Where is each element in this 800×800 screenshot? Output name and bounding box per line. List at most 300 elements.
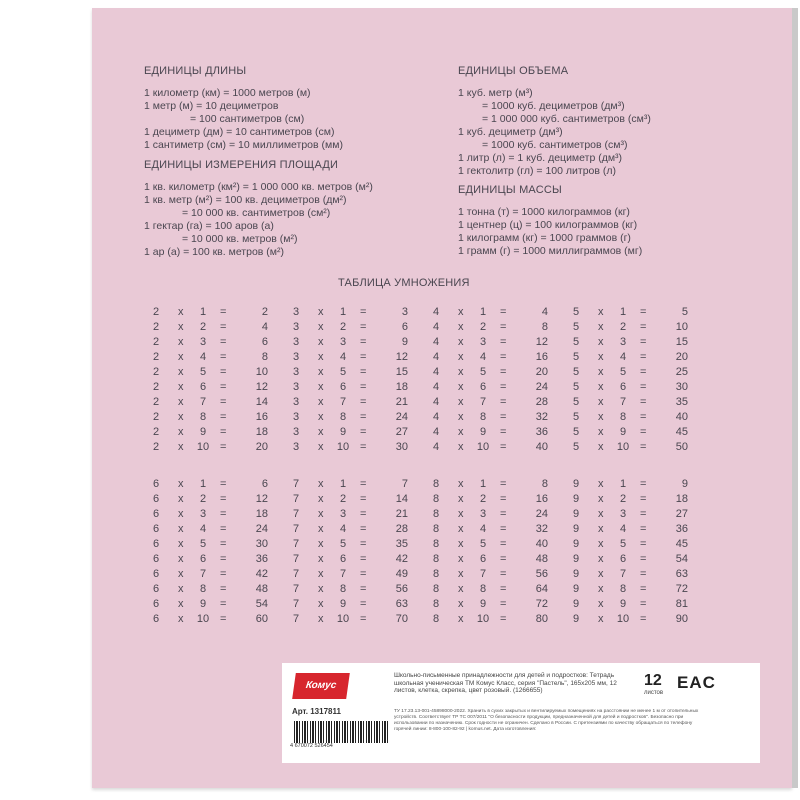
equals-sign: = — [500, 508, 507, 520]
equals-sign: = — [220, 411, 227, 423]
product: 10 — [255, 366, 268, 378]
times-sign: x — [598, 321, 604, 333]
equals-sign: = — [500, 583, 507, 595]
multiplication-row — [150, 441, 268, 456]
times-sign: x — [178, 568, 184, 580]
factor: 7 — [292, 598, 300, 610]
length-line: 1 метр (м) = 10 дециметров — [144, 100, 279, 112]
multiplication-row — [570, 381, 688, 396]
multiplication-row — [430, 351, 548, 366]
multiplication-row — [290, 321, 408, 336]
multiplication-row — [290, 523, 408, 538]
product: 36 — [255, 553, 268, 565]
notebook-back-cover — [92, 8, 792, 788]
factor: 3 — [292, 426, 300, 438]
product: 27 — [395, 426, 408, 438]
equals-sign: = — [640, 441, 647, 453]
equals-sign: = — [640, 538, 647, 550]
factor: 4 — [432, 351, 440, 363]
times-sign: x — [178, 396, 184, 408]
factor: 7 — [292, 508, 300, 520]
volume-line: 1 литр (л) = 1 куб. дециметр (дм³) — [458, 152, 623, 164]
multiplication-row — [570, 426, 688, 441]
times-sign: x — [458, 381, 464, 393]
product: 49 — [395, 568, 408, 580]
multiplier: 9 — [619, 598, 627, 610]
multiplication-row — [290, 598, 408, 613]
product: 9 — [401, 336, 408, 348]
equals-sign: = — [220, 336, 227, 348]
product: 80 — [535, 613, 548, 625]
factor: 2 — [152, 306, 160, 318]
times-sign: x — [318, 396, 324, 408]
times-sign: x — [598, 478, 604, 490]
multiplication-row — [290, 381, 408, 396]
equals-sign: = — [640, 336, 647, 348]
factor: 4 — [432, 366, 440, 378]
article-number: Арт. 1317811 — [292, 707, 341, 716]
multiplier: 4 — [339, 523, 347, 535]
multiplication-row — [570, 553, 688, 568]
equals-sign: = — [500, 426, 507, 438]
times-sign: x — [318, 478, 324, 490]
equals-sign: = — [220, 396, 227, 408]
times-sign: x — [598, 583, 604, 595]
factor: 9 — [572, 583, 580, 595]
multiplication-row — [290, 306, 408, 321]
factor: 9 — [572, 508, 580, 520]
factor: 6 — [152, 478, 160, 490]
product: 30 — [675, 381, 688, 393]
length-units-heading: ЕДИНИЦЫ ДЛИНЫ — [144, 65, 247, 77]
times-sign: x — [458, 613, 464, 625]
product-label — [282, 663, 760, 763]
times-sign: x — [178, 493, 184, 505]
times-sign: x — [318, 583, 324, 595]
multiplier: 10 — [476, 441, 490, 453]
product: 16 — [535, 493, 548, 505]
times-sign: x — [458, 441, 464, 453]
factor: 2 — [152, 336, 160, 348]
length-line: 1 дециметр (дм) = 10 сантиметров (см) — [144, 126, 335, 138]
times-sign: x — [598, 538, 604, 550]
multiplier: 1 — [199, 306, 207, 318]
factor: 7 — [292, 613, 300, 625]
times-sign: x — [598, 366, 604, 378]
multiplier: 1 — [479, 306, 487, 318]
product: 6 — [401, 321, 408, 333]
times-sign: x — [598, 598, 604, 610]
multiplication-row — [570, 583, 688, 598]
equals-sign: = — [640, 478, 647, 490]
times-sign: x — [318, 538, 324, 550]
multiplier: 6 — [339, 381, 347, 393]
equals-sign: = — [360, 583, 367, 595]
equals-sign: = — [220, 508, 227, 520]
equals-sign: = — [640, 366, 647, 378]
equals-sign: = — [500, 613, 507, 625]
volume-line: 1 куб. метр (м³) — [458, 87, 533, 99]
equals-sign: = — [220, 366, 227, 378]
multiplier: 6 — [199, 381, 207, 393]
times-sign: x — [458, 523, 464, 535]
equals-sign: = — [500, 493, 507, 505]
multiplication-row — [430, 441, 548, 456]
multiplier: 6 — [199, 553, 207, 565]
multiplier: 9 — [619, 426, 627, 438]
times-sign: x — [598, 381, 604, 393]
equals-sign: = — [360, 306, 367, 318]
multiplier: 4 — [619, 351, 627, 363]
product: 18 — [255, 508, 268, 520]
area-line: 1 гектар (га) = 100 аров (а) — [144, 220, 274, 232]
multiplication-row — [150, 351, 268, 366]
times-sign: x — [318, 306, 324, 318]
factor: 7 — [292, 478, 300, 490]
product: 90 — [675, 613, 688, 625]
product: 64 — [535, 583, 548, 595]
multiplication-row — [150, 396, 268, 411]
product: 72 — [675, 583, 688, 595]
times-sign: x — [598, 568, 604, 580]
multiplication-row — [150, 426, 268, 441]
multiplier: 3 — [619, 508, 627, 520]
product: 3 — [401, 306, 408, 318]
factor: 6 — [152, 493, 160, 505]
product: 24 — [535, 381, 548, 393]
multiplier: 5 — [339, 366, 347, 378]
multiplication-row — [430, 478, 548, 493]
times-sign: x — [458, 538, 464, 550]
multiplier: 1 — [199, 478, 207, 490]
factor: 5 — [572, 411, 580, 423]
product: 30 — [395, 441, 408, 453]
multiplication-row — [570, 306, 688, 321]
multiplier: 8 — [339, 583, 347, 595]
product: 28 — [395, 523, 408, 535]
equals-sign: = — [500, 366, 507, 378]
product: 14 — [255, 396, 268, 408]
equals-sign: = — [640, 351, 647, 363]
multiplier: 8 — [199, 411, 207, 423]
multiplication-row — [150, 553, 268, 568]
factor: 5 — [572, 366, 580, 378]
times-sign: x — [318, 441, 324, 453]
multiplication-row — [430, 538, 548, 553]
product: 8 — [541, 478, 548, 490]
multiplier: 4 — [619, 523, 627, 535]
times-sign: x — [598, 336, 604, 348]
multiplier: 2 — [619, 493, 627, 505]
factor: 8 — [432, 508, 440, 520]
product: 45 — [675, 426, 688, 438]
equals-sign: = — [220, 493, 227, 505]
multiplication-row — [430, 396, 548, 411]
product: 45 — [675, 538, 688, 550]
equals-sign: = — [640, 583, 647, 595]
multiplication-row — [570, 538, 688, 553]
equals-sign: = — [360, 478, 367, 490]
factor: 3 — [292, 441, 300, 453]
times-sign: x — [178, 508, 184, 520]
equals-sign: = — [500, 568, 507, 580]
times-sign: x — [598, 613, 604, 625]
factor: 2 — [152, 441, 160, 453]
fine-print: ТУ 17.23.13-001-45898000-2022. Хранить в сухих закрытых и вентилируемых помещениях на расстоянии не менее 1 м от отопительных устройств. Соответствует ТР ТС 007/2011 "О безопасности продукции, предназначенной для детей и подростков". Безопасно при использовании по назначению. Срок годности не ограничен. Сделано в России. С претензиями по качеству обращаться по телефону горячей линии: 8-800-100-82-92 | komus.net. Дата изготовления: — [394, 709, 699, 732]
equals-sign: = — [220, 523, 227, 535]
equals-sign: = — [360, 553, 367, 565]
multiplication-row — [290, 583, 408, 598]
multiplier: 1 — [479, 478, 487, 490]
equals-sign: = — [220, 381, 227, 393]
multiplication-row — [290, 508, 408, 523]
product: 35 — [675, 396, 688, 408]
multiplication-row — [290, 478, 408, 493]
factor: 6 — [152, 508, 160, 520]
multiplier: 5 — [479, 538, 487, 550]
equals-sign: = — [640, 426, 647, 438]
product: 48 — [535, 553, 548, 565]
multiplier: 4 — [339, 351, 347, 363]
multiplier: 10 — [196, 613, 210, 625]
multiplication-row — [570, 523, 688, 538]
product: 20 — [255, 441, 268, 453]
multiplication-row — [570, 441, 688, 456]
product: 4 — [541, 306, 548, 318]
multiplication-row — [290, 568, 408, 583]
multiplier: 2 — [619, 321, 627, 333]
multiplier: 5 — [199, 366, 207, 378]
area-line: 1 кв. метр (м²) = 100 кв. дециметров (дм²) — [144, 194, 347, 206]
equals-sign: = — [500, 538, 507, 550]
multiplier: 1 — [619, 478, 627, 490]
multiplication-row — [150, 508, 268, 523]
product: 6 — [261, 478, 268, 490]
factor: 4 — [432, 306, 440, 318]
times-sign: x — [598, 426, 604, 438]
product: 70 — [395, 613, 408, 625]
multiplier: 9 — [479, 426, 487, 438]
product: 6 — [261, 336, 268, 348]
times-sign: x — [458, 396, 464, 408]
times-sign: x — [458, 426, 464, 438]
multiplier: 10 — [336, 613, 350, 625]
times-sign: x — [178, 553, 184, 565]
multiplication-row — [570, 396, 688, 411]
times-sign: x — [178, 613, 184, 625]
times-sign: x — [318, 553, 324, 565]
equals-sign: = — [640, 523, 647, 535]
product: 40 — [675, 411, 688, 423]
product: 27 — [675, 508, 688, 520]
factor: 4 — [432, 411, 440, 423]
times-sign: x — [598, 523, 604, 535]
multiplication-row — [430, 568, 548, 583]
multiplier: 7 — [339, 396, 347, 408]
product: 60 — [255, 613, 268, 625]
sheet-count-label: листов — [644, 690, 664, 696]
factor: 7 — [292, 523, 300, 535]
times-sign: x — [458, 321, 464, 333]
product: 48 — [255, 583, 268, 595]
factor: 3 — [292, 321, 300, 333]
product: 2 — [261, 306, 268, 318]
multiplier: 2 — [199, 493, 207, 505]
times-sign: x — [178, 351, 184, 363]
times-sign: x — [318, 568, 324, 580]
factor: 4 — [432, 441, 440, 453]
product: 8 — [541, 321, 548, 333]
multiplier: 9 — [199, 426, 207, 438]
product: 16 — [535, 351, 548, 363]
mass-line: 1 грамм (г) = 1000 миллиграммов (мг) — [458, 245, 643, 257]
factor: 3 — [292, 336, 300, 348]
product: 72 — [535, 598, 548, 610]
multiplier: 4 — [199, 523, 207, 535]
factor: 9 — [572, 478, 580, 490]
product: 21 — [395, 396, 408, 408]
multiplication-row — [570, 508, 688, 523]
equals-sign: = — [220, 478, 227, 490]
multiplication-row — [430, 381, 548, 396]
multiplier: 8 — [199, 583, 207, 595]
product: 18 — [395, 381, 408, 393]
multiplication-row — [570, 568, 688, 583]
factor: 9 — [572, 538, 580, 550]
times-sign: x — [458, 568, 464, 580]
volume-line: 1 куб. дециметр (дм³) — [458, 126, 563, 138]
times-sign: x — [598, 493, 604, 505]
area-line: 1 ар (а) = 100 кв. метров (м²) — [144, 246, 284, 258]
product: 21 — [395, 508, 408, 520]
product: 5 — [681, 306, 688, 318]
factor: 6 — [152, 583, 160, 595]
sheet-count: 12 — [644, 672, 662, 689]
multiplier: 3 — [619, 336, 627, 348]
factor: 5 — [572, 351, 580, 363]
times-sign: x — [458, 493, 464, 505]
multiplier: 3 — [199, 508, 207, 520]
factor: 8 — [432, 598, 440, 610]
times-sign: x — [458, 553, 464, 565]
area-line: = 10 000 кв. сантиметров (см²) — [182, 207, 331, 219]
multiplication-column-3 — [290, 306, 408, 456]
factor: 6 — [152, 538, 160, 550]
times-sign: x — [318, 321, 324, 333]
multiplier: 9 — [199, 598, 207, 610]
multiplication-row — [290, 538, 408, 553]
equals-sign: = — [220, 321, 227, 333]
equals-sign: = — [640, 306, 647, 318]
volume-units-heading: ЕДИНИЦЫ ОБЪЕМА — [458, 65, 569, 77]
factor: 4 — [432, 426, 440, 438]
product: 32 — [535, 523, 548, 535]
product: 42 — [255, 568, 268, 580]
multiplication-row — [150, 381, 268, 396]
multiplication-row — [150, 568, 268, 583]
equals-sign: = — [500, 441, 507, 453]
times-sign: x — [598, 396, 604, 408]
factor: 8 — [432, 568, 440, 580]
product: 4 — [261, 321, 268, 333]
multiplier: 3 — [479, 508, 487, 520]
multiplier: 2 — [479, 321, 487, 333]
times-sign: x — [178, 366, 184, 378]
equals-sign: = — [500, 306, 507, 318]
times-sign: x — [178, 523, 184, 535]
factor: 3 — [292, 396, 300, 408]
multiplication-row — [430, 321, 548, 336]
factor: 7 — [292, 538, 300, 550]
multiplication-row — [150, 478, 268, 493]
times-sign: x — [458, 508, 464, 520]
equals-sign: = — [640, 321, 647, 333]
equals-sign: = — [220, 598, 227, 610]
multiplier: 2 — [339, 493, 347, 505]
times-sign: x — [598, 508, 604, 520]
multiplier: 6 — [479, 553, 487, 565]
times-sign: x — [318, 351, 324, 363]
multiplier: 1 — [339, 478, 347, 490]
multiplication-row — [430, 613, 548, 628]
multiplication-row — [430, 523, 548, 538]
factor: 2 — [152, 411, 160, 423]
multiplication-row — [570, 493, 688, 508]
equals-sign: = — [360, 508, 367, 520]
multiplication-row — [430, 493, 548, 508]
equals-sign: = — [360, 493, 367, 505]
multiplication-row — [570, 321, 688, 336]
product: 15 — [675, 336, 688, 348]
multiplication-row — [290, 336, 408, 351]
factor: 9 — [572, 613, 580, 625]
multiplier: 3 — [199, 336, 207, 348]
product: 24 — [255, 523, 268, 535]
multiplier: 7 — [339, 568, 347, 580]
multiplier: 8 — [479, 411, 487, 423]
product: 20 — [675, 351, 688, 363]
equals-sign: = — [500, 523, 507, 535]
length-line: 1 километр (км) = 1000 метров (м) — [144, 87, 311, 99]
product: 54 — [255, 598, 268, 610]
multiplication-row — [430, 553, 548, 568]
multiplication-row — [430, 336, 548, 351]
multiplication-row — [430, 411, 548, 426]
multiplier: 7 — [479, 568, 487, 580]
multiplier: 1 — [619, 306, 627, 318]
times-sign: x — [178, 426, 184, 438]
multiplier: 10 — [476, 613, 490, 625]
equals-sign: = — [500, 598, 507, 610]
product: 40 — [535, 538, 548, 550]
multiplier: 7 — [479, 396, 487, 408]
times-sign: x — [318, 381, 324, 393]
mass-line: 1 тонна (т) = 1000 килограммов (кг) — [458, 206, 630, 218]
factor: 8 — [432, 538, 440, 550]
factor: 8 — [432, 523, 440, 535]
equals-sign: = — [360, 523, 367, 535]
multiplication-row — [150, 411, 268, 426]
product: 25 — [675, 366, 688, 378]
equals-sign: = — [500, 351, 507, 363]
factor: 8 — [432, 583, 440, 595]
equals-sign: = — [360, 366, 367, 378]
product: 63 — [395, 598, 408, 610]
factor: 3 — [292, 411, 300, 423]
multiplication-row — [150, 538, 268, 553]
product: 63 — [675, 568, 688, 580]
multiplier: 8 — [619, 411, 627, 423]
